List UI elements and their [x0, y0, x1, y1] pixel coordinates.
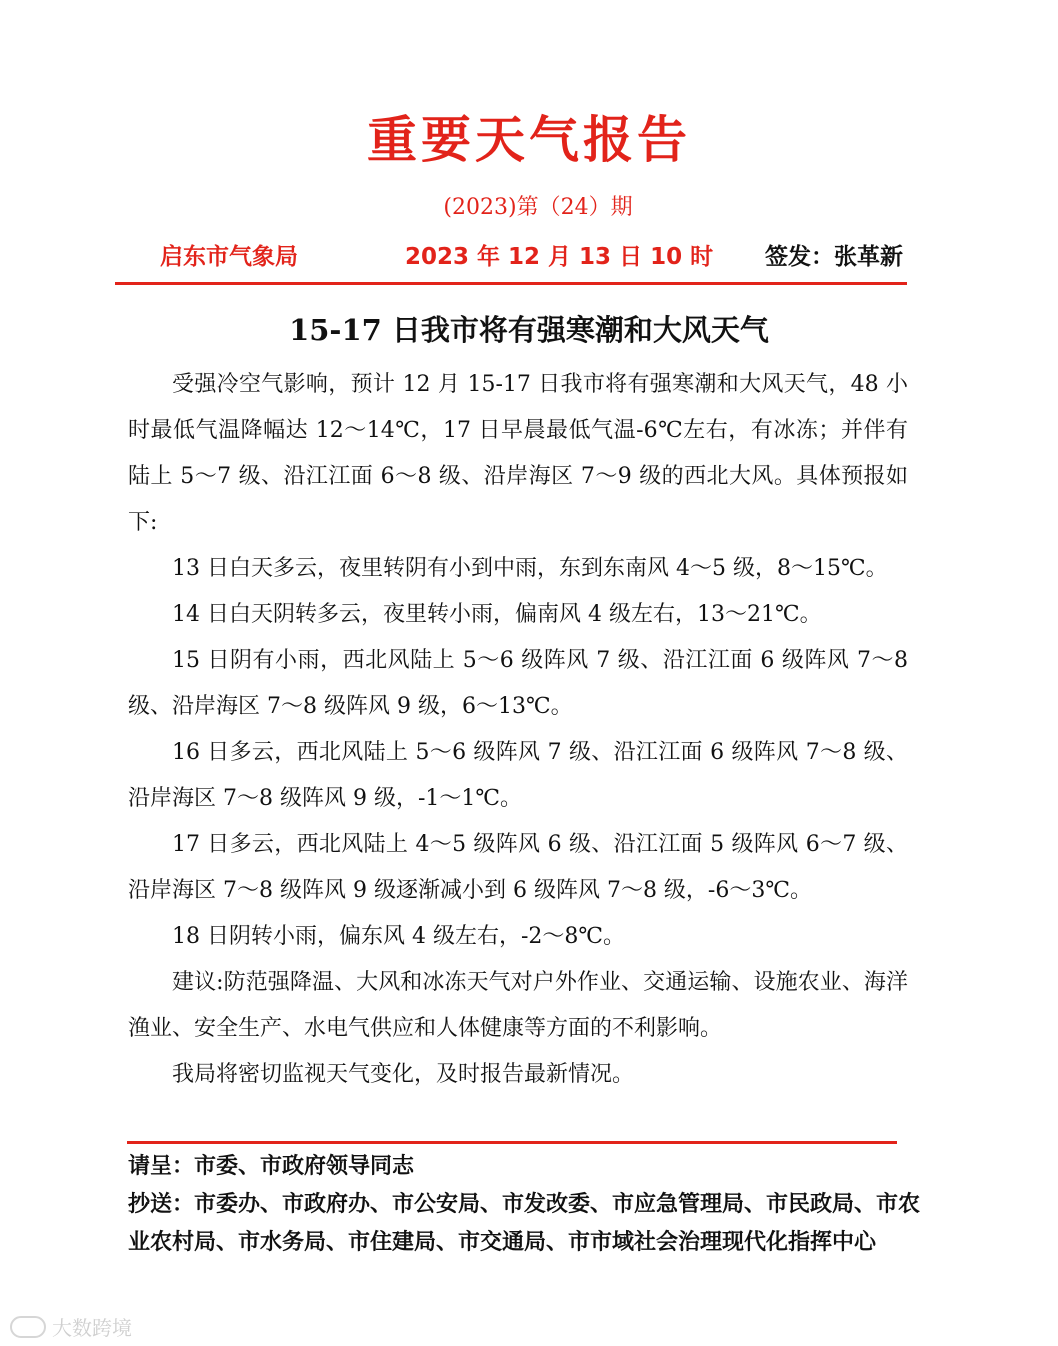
paragraph-day-15: 15 日阴有小雨，西北风陆上 5～6 级阵风 7 级、沿江江面 6 级阵风 7～8 级、沿岸海区 7～8 级阵风 9 级，6～13℃。: [128, 648, 908, 719]
report-body: [128, 362, 908, 1098]
paragraph-day-17: 17 日多云，西北风陆上 4～5 级阵风 6 级、沿江江面 5 级阵风 6～7 级、沿岸海区 7～8 级阵风 9 级逐渐减小到 6 级阵风 7～8 级，-6～3℃。: [128, 832, 908, 903]
watermark: [10, 1312, 132, 1341]
signer: 签发：张革新: [765, 244, 903, 270]
watermark-text: 大数跨境: [52, 1316, 132, 1340]
footer-divider: [127, 1141, 897, 1144]
header-divider: [115, 282, 907, 285]
paragraph-intro: 受强冷空气影响，预计 12 月 15-17 日我市将有强寒潮和大风天气，48 小时最低气温降幅达 12～14℃，17 日早晨最低气温-6℃左右，有冰冻；并伴有陆上 5～7 级、沿江江面 6～8 级、沿岸海区 7～9 级的西北大风。具体预报如下:: [128, 372, 908, 535]
report-title: 重要天气报告: [367, 111, 691, 169]
paragraph-advice: 建议:防范强降温、大风和冰冻天气对户外作业、交通运输、设施农业、海洋渔业、安全生产、水电气供应和人体健康等方面的不利影响。: [128, 970, 908, 1041]
paragraph-day-13: 13 日白天多云，夜里转阴有小到中雨，东到东南风 4～5 级，8～15℃。: [172, 556, 888, 581]
issuing-agency: 启东市气象局: [160, 244, 298, 270]
paragraph-day-16: 16 日多云，西北风陆上 5～6 级阵风 7 级、沿江江面 6 级阵风 7～8 级、沿岸海区 7～8 级阵风 9 级，-1～1℃。: [128, 740, 908, 811]
issue-number: (2023)第（24）期: [443, 195, 633, 220]
headline: 15-17 日我市将有强寒潮和大风天气: [289, 313, 769, 347]
paragraph-day-14: 14 日白天阴转多云，夜里转小雨，偏南风 4 级左右，13～21℃。: [172, 602, 822, 627]
issue-datetime: 2023 年 12 月 13 日 10 时: [405, 244, 714, 270]
paragraph-closing: 我局将密切监视天气变化，及时报告最新情况。: [172, 1062, 635, 1087]
distribution-block: [128, 1148, 928, 1262]
copy-to: 抄送：市委办、市政府办、市公安局、市发改委、市应急管理局、市民政局、市农业农村局、市水务局、市住建局、市交通局、市市域社会治理现代化指挥中心: [128, 1192, 921, 1255]
logo-icon: [10, 1316, 46, 1338]
paragraph-day-18: 18 日阴转小雨，偏东风 4 级左右，-2～8℃。: [172, 924, 626, 949]
report-to: 请呈：市委、市政府领导同志: [128, 1154, 415, 1179]
